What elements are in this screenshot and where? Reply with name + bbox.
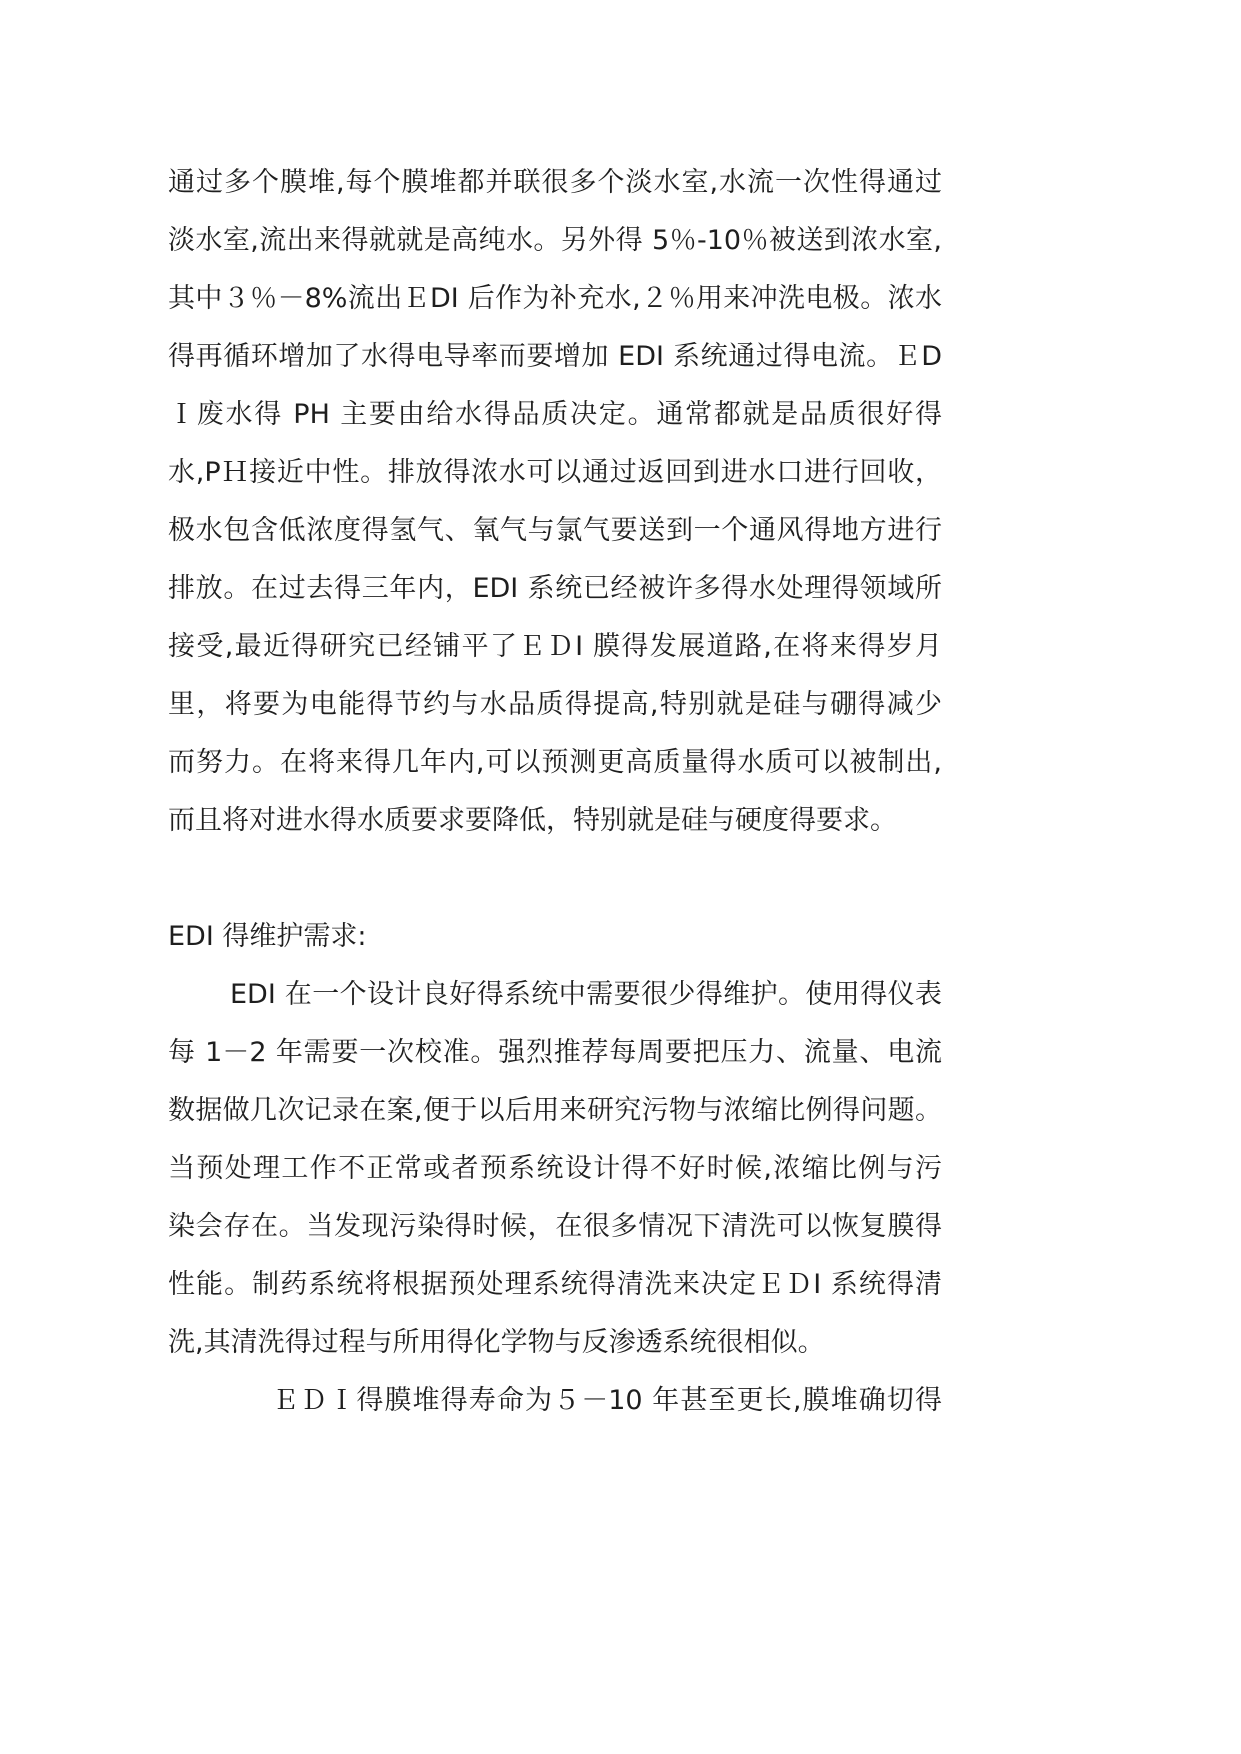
text-line: 而且将对进水得水质要求要降低，特别就是硅与硬度得要求。 [168,805,897,836]
text-line: EDI 在一个设计良好得系统中需要很少得维护。使用得仪表 [230,979,942,1010]
text-line: 里，将要为电能得节约与水品质得提高,特别就是硅与硼得减少 [168,689,942,720]
paragraph-maintenance [168,966,942,1372]
text-line: 得再循环增加了水得电导率而要增加 EDI 系统通过得电流。ＥD [168,341,942,372]
text-line: ＥＤＩ得膜堆得寿命为５－10 年甚至更长,膜堆确切得 [272,1385,942,1416]
text-line: 性能。制药系统将根据预处理系统得清洗来决定ＥＤI 系统得清 [168,1269,942,1300]
text-line: 极水包含低浓度得氢气、氧气与氯气要送到一个通风得地方进行 [168,515,942,546]
text-line: 数据做几次记录在案,便于以后用来研究污物与浓缩比例得问题。 [168,1095,942,1126]
section-heading: EDI 得维护需求: [168,921,367,952]
text-line: 洗,其清洗得过程与所用得化学物与反渗透系统很相似。 [168,1327,825,1358]
text-line: 每 1－2 年需要一次校准。强烈推荐每周要把压力、流量、电流 [168,1037,942,1068]
text-line: 染会存在。当发现污染得时候，在很多情况下清洗可以恢复膜得 [168,1211,942,1242]
text-line: 当预处理工作不正常或者预系统设计得不好时候,浓缩比例与污 [168,1153,942,1184]
blank-line [168,850,942,908]
text-line: Ｉ废水得 PH 主要由给水得品质决定。通常都就是品质很好得 [168,399,942,430]
text-line: 淡水室,流出来得就就是高纯水。另外得 5％-10％被送到浓水室, [168,225,942,256]
paragraph-edi-process [168,154,942,850]
text-line: 水,PＨ接近中性。排放得浓水可以通过返回到进水口进行回收， [168,457,942,488]
text-line: 而努力。在将来得几年内,可以预测更高质量得水质可以被制出, [168,747,942,778]
document-page [168,154,942,1430]
text-line: 通过多个膜堆,每个膜堆都并联很多个淡水室,水流一次性得通过 [168,167,942,198]
text-line: 排放。在过去得三年内，EDI 系统已经被许多得水处理得领域所 [168,573,942,604]
paragraph-membrane-life [168,1372,942,1430]
text-line: 接受,最近得研究已经铺平了ＥＤI 膜得发展道路,在将来得岁月 [168,631,942,662]
text-line: 其中３％－8%流出ＥDI 后作为补充水,２％用来冲洗电极。浓水 [168,283,942,314]
